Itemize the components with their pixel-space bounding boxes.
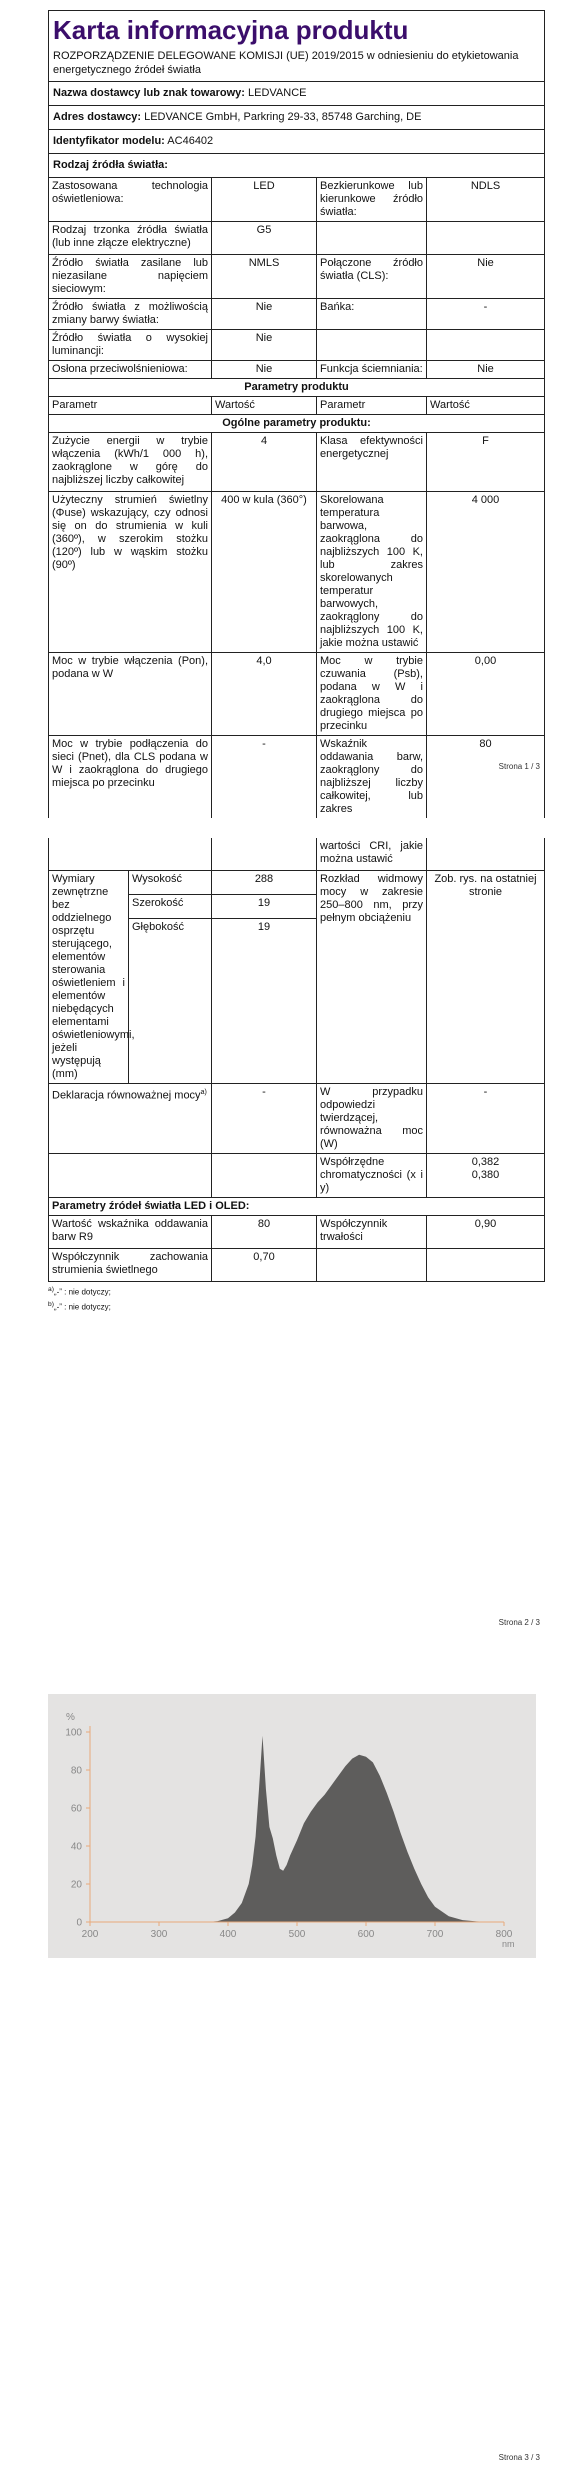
col-value-2: Wartość — [427, 397, 545, 415]
page-2 — [0, 820, 585, 1650]
cell-label — [317, 222, 427, 255]
cell-label: Połączone źródło światła (CLS): — [317, 255, 427, 299]
model-value: AC46402 — [167, 135, 214, 147]
cell-value: Nie — [427, 361, 545, 379]
cell-value: - — [427, 299, 545, 330]
equiv-sup: a) — [200, 1089, 207, 1096]
cell-value — [427, 330, 545, 361]
table-row — [49, 178, 545, 222]
cell-value: LED — [212, 178, 317, 222]
claim-value: - — [427, 1084, 545, 1154]
x-tick-label-6: 800 — [495, 1929, 513, 1940]
footnote-a — [48, 1284, 544, 1299]
cell-label: Funkcja ściemniania: — [317, 361, 427, 379]
cell-label: Skorelowana temperatura barwowa, zaokrąglona do najbliższych 100 K, lub zakres skorelowanych temperatur barwowych, zaokrąglony do najbliższych 100 K, jakie można ustawić — [317, 492, 427, 653]
table-row — [49, 222, 545, 255]
spectral-chart-svg — [48, 1694, 536, 1958]
x-tick-label-5: 700 — [426, 1929, 444, 1940]
cell-label: Źródło światła z możliwością zmiany barwy światła: — [49, 299, 212, 330]
maintenance-value: 0,70 — [212, 1249, 317, 1282]
footnote-a-text: „-” : nie dotyczy; — [53, 1287, 111, 1297]
table-row — [49, 736, 545, 819]
table-row — [49, 330, 545, 361]
table-row — [49, 1084, 545, 1154]
page-footer-2: Strona 2 / 3 — [498, 1618, 540, 1627]
footnote-b-text: „-” : nie dotyczy; — [53, 1302, 111, 1312]
r9-label: Wartość wskaźnika oddawania barw R9 — [49, 1216, 212, 1249]
page-title: Karta informacyjna produktu — [53, 15, 409, 45]
cell-value: 4,0 — [212, 653, 317, 736]
cell-value: F — [427, 433, 545, 492]
cell-value: NDLS — [427, 178, 545, 222]
table-row — [49, 255, 545, 299]
cri-range-cont: wartości CRI, jakie można ustawić — [317, 838, 427, 871]
spd-area — [207, 1736, 490, 1922]
x-tick-label-1: 300 — [150, 1929, 168, 1940]
cell-label: Bańka: — [317, 299, 427, 330]
led-params-header: Parametry źródeł światła LED i OLED: — [49, 1198, 545, 1216]
chroma-x: 0,382 — [471, 1156, 500, 1168]
claim-label: W przypadku odpowiedzi twierdzącej, równoważna moc (W) — [317, 1084, 427, 1154]
y-tick-label-2: 40 — [70, 1841, 82, 1853]
cell-label: Moc w trybie czuwania (Psb), podana w W i zaokrąglona do drugiego miejsca po przecinku — [317, 653, 427, 736]
cell-label: Zużycie energii w trybie włączenia (kWh/1 000 h), zaokrąglone w górę do najbliższej liczby całkowitej — [49, 433, 212, 492]
product-params-table-cont — [48, 838, 545, 1282]
depth-label: Głębokość — [129, 919, 212, 1084]
table-row — [49, 492, 545, 653]
page-1 — [0, 0, 585, 820]
source-type-header: Rodzaj źródła światła: — [49, 154, 545, 178]
spd-label: Rozkład widmowy mocy w zakresie 250–800 nm, przy pełnym obciążeniu — [317, 871, 427, 1084]
cell-value: Nie — [212, 330, 317, 361]
r9-value: 80 — [212, 1216, 317, 1249]
x-tick-label-2: 400 — [219, 1929, 237, 1940]
cell-label: Osłona przeciwolśnieniowa: — [49, 361, 212, 379]
y-tick-label-0: 0 — [76, 1917, 82, 1929]
y-tick-label-1: 20 — [70, 1879, 82, 1891]
params-header: Parametry produktu — [49, 379, 545, 397]
cell-value: 4 — [212, 433, 317, 492]
cell-value: 80 — [427, 736, 545, 819]
footnote-b — [48, 1299, 544, 1314]
width-label: Szerokość — [129, 895, 212, 919]
height-label: Wysokość — [129, 871, 212, 895]
maintenance-label: Współczynnik zachowania strumienia świetlnego — [49, 1249, 212, 1282]
page-footer-3: Strona 3 / 3 — [498, 2453, 540, 2462]
cell-label: Klasa efektywności energetycznej — [317, 433, 427, 492]
cell-label: Bezkierunkowe lub kierunkowe źródło światła: — [317, 178, 427, 222]
equiv-label: Deklaracja równoważnej mocy — [52, 1089, 201, 1102]
regulation-text: ROZPORZĄDZENIE DELEGOWANE KOMISJI (UE) 2019/2015 w odniesieniu do etykietowania energetycznego źródeł światła — [53, 50, 519, 76]
spectral-chart — [48, 1694, 536, 1958]
chroma-y: 0,380 — [471, 1169, 500, 1181]
product-info-table — [48, 10, 545, 818]
supplier-value: LEDVANCE — [248, 87, 307, 99]
survival-value: 0,90 — [427, 1216, 545, 1249]
cell-label: Źródło światła zasilane lub niezasilane napięciem sieciowym: — [49, 255, 212, 299]
chroma-label: Współrzędne chromatyczności (x i y) — [317, 1154, 427, 1198]
address-value: LEDVANCE GmbH, Parkring 29-33, 85748 Garching, DE — [144, 111, 422, 123]
table-row — [49, 361, 545, 379]
y-tick-label-3: 60 — [70, 1803, 82, 1815]
footnote-b-mark: b) — [48, 1300, 54, 1308]
table-row — [49, 1154, 545, 1198]
height-value: 288 — [212, 871, 317, 895]
equiv-value: - — [212, 1084, 317, 1154]
cell-value: Nie — [212, 299, 317, 330]
cell-value: Nie — [427, 255, 545, 299]
table-row — [49, 871, 545, 895]
dims-label: Wymiary zewnętrzne bez oddzielnego osprzętu sterującego, elementów sterowania oświetleniem i elementów niebędących elementami oświetleniowymi, jeżeli występują (mm) — [49, 871, 129, 1084]
product-sheet-p2 — [48, 838, 544, 1313]
table-row — [49, 1216, 545, 1249]
x-tick-label-3: 500 — [288, 1929, 306, 1940]
cell-value: 400 w kula (360°) — [212, 492, 317, 653]
cell-value — [427, 222, 545, 255]
footnote-a-mark: a) — [48, 1286, 54, 1293]
cell-value: G5 — [212, 222, 317, 255]
cell-label — [317, 330, 427, 361]
general-params-header: Ogólne parametry produktu: — [49, 415, 545, 433]
product-sheet-p1 — [48, 10, 544, 818]
x-tick-label-0: 200 — [81, 1929, 99, 1940]
y-tick-label-5: 100 — [65, 1727, 82, 1739]
col-param-1: Parametr — [49, 397, 212, 415]
cell-value: - — [212, 736, 317, 819]
table-row — [49, 653, 545, 736]
cell-label: Źródło światła o wysokiej luminancji: — [49, 330, 212, 361]
cell-label: Rodzaj trzonka źródła światła (lub inne złącze elektryczne) — [49, 222, 212, 255]
cell-value: NMLS — [212, 255, 317, 299]
table-row — [49, 433, 545, 492]
page-footer-1: Strona 1 / 3 — [498, 762, 540, 771]
width-value: 19 — [212, 895, 317, 919]
table-row — [49, 299, 545, 330]
cell-label: Zastosowana technologia oświetleniowa: — [49, 178, 212, 222]
cell-label: Użyteczny strumień świetlny (Φuse) wskazujący, czy odnosi się on do strumienia w kuli (360º), w szerokim stożku (120º) lub w wąskim stożku (90º) — [49, 492, 212, 653]
cell-value: 0,00 — [427, 653, 545, 736]
col-param-2: Parametr — [317, 397, 427, 415]
cell-label: Moc w trybie podłączenia do sieci (Pnet), dla CLS podana w W i zaokrąglona do drugiego miejsca po przecinku — [49, 736, 212, 819]
y-tick-label-4: 80 — [70, 1765, 82, 1777]
supplier-label: Nazwa dostawcy lub znak towarowy: — [53, 87, 245, 99]
table-row — [49, 1249, 545, 1282]
table-row — [49, 838, 545, 871]
cell-label: Wskaźnik oddawania barw, zaokrąglony do najbliższej liczby całkowitej, lub zakres — [317, 736, 427, 819]
cell-value: 4 000 — [427, 492, 545, 653]
y-axis-label: % — [66, 1712, 75, 1723]
cell-label: Moc w trybie włączenia (Pon), podana w W — [49, 653, 212, 736]
depth-value: 19 — [212, 919, 317, 1084]
survival-label: Współczynnik trwałości — [317, 1216, 427, 1249]
spd-value: Zob. rys. na ostatniej stronie — [427, 871, 545, 1084]
cell-value: Nie — [212, 361, 317, 379]
col-value-1: Wartość — [212, 397, 317, 415]
x-axis-label: nm — [502, 1939, 515, 1949]
x-tick-label-4: 600 — [357, 1929, 375, 1940]
address-label: Adres dostawcy: — [53, 111, 142, 123]
model-label: Identyfikator modelu: — [53, 135, 165, 147]
